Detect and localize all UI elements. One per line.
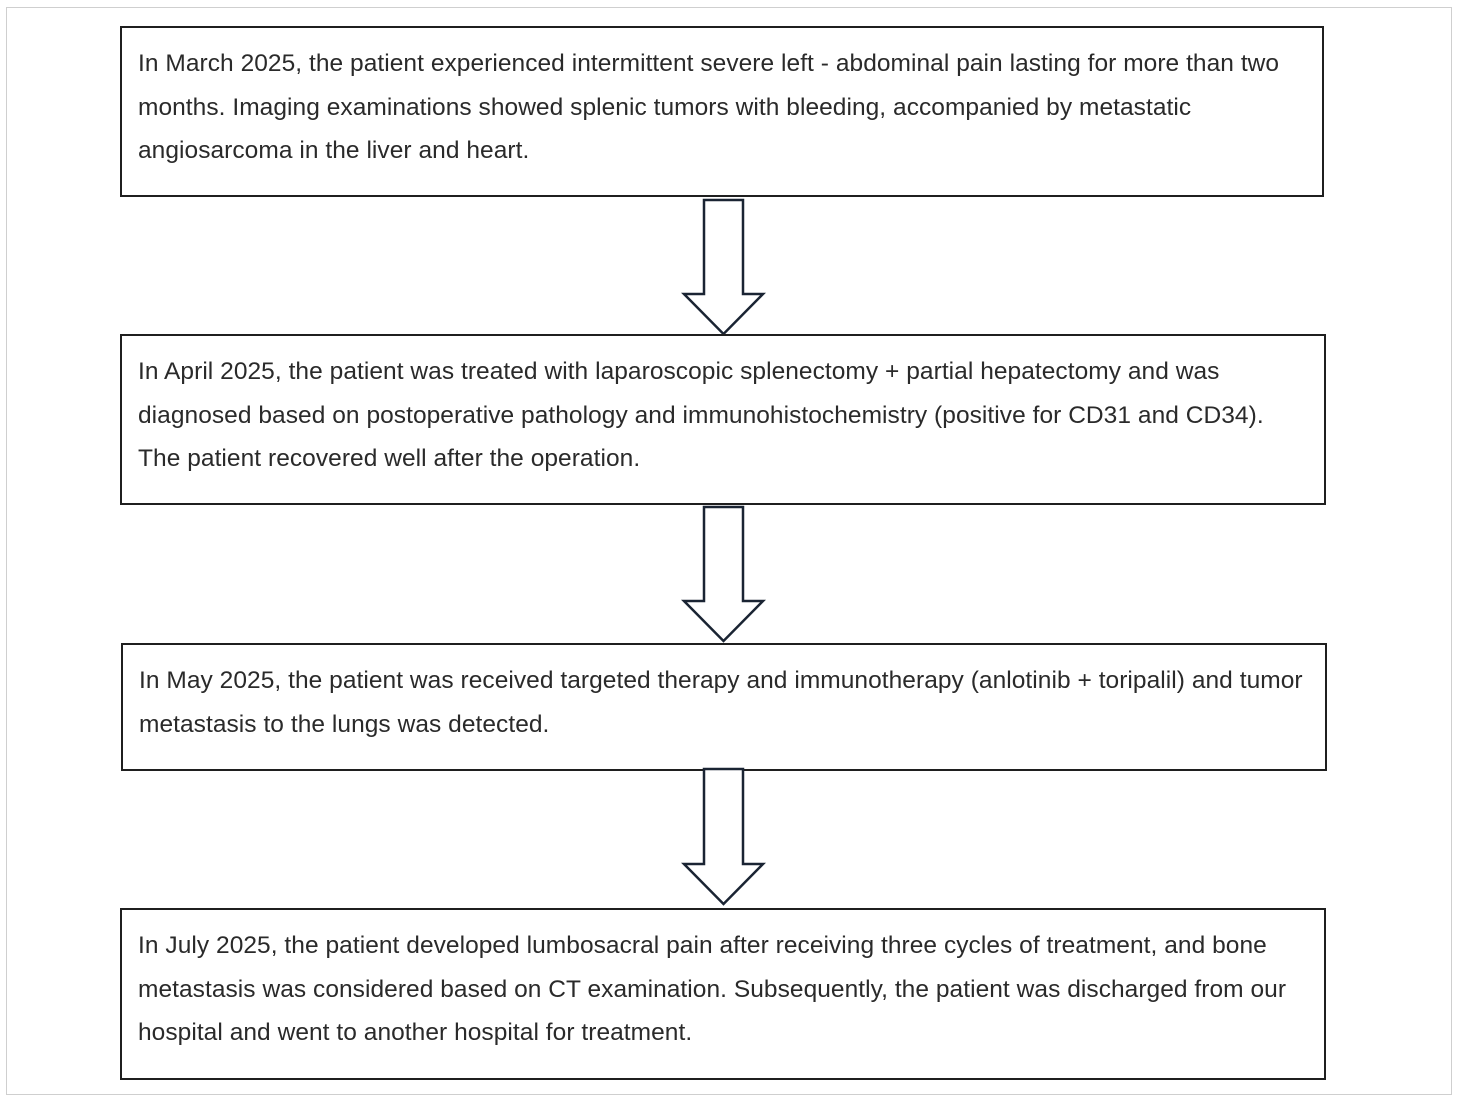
step-march-2025-text: In March 2025, the patient experienced intermittent severe left - abdominal pain lasting for more than two months. Imaging examinations showed splenic tumors with bleeding, accompanied by metastatic angiosarcoma in the liver and heart. [138, 50, 1280, 164]
step-july-2025 [120, 908, 1326, 1080]
step-july-2025-text: In July 2025, the patient developed lumbosacral pain after receiving three cycles of treatment, and bone metastasis was considered based on CT examination. Subsequently, the patient was discharged from our hospital and went to another hospital for treatment. [138, 932, 1287, 1046]
step-may-2025-text: In May 2025, the patient was received targeted therapy and immunotherapy (anlotinib + toripalil) and tumor metastasis to the lungs was detected. [139, 667, 1303, 738]
step-april-2025-text: In April 2025, the patient was treated with laparoscopic splenectomy + partial hepatectomy and was diagnosed based on postoperative pathology and immunohistochemistry (positive for CD31 and CD34). The patient recovered well after the operation. [138, 358, 1264, 472]
